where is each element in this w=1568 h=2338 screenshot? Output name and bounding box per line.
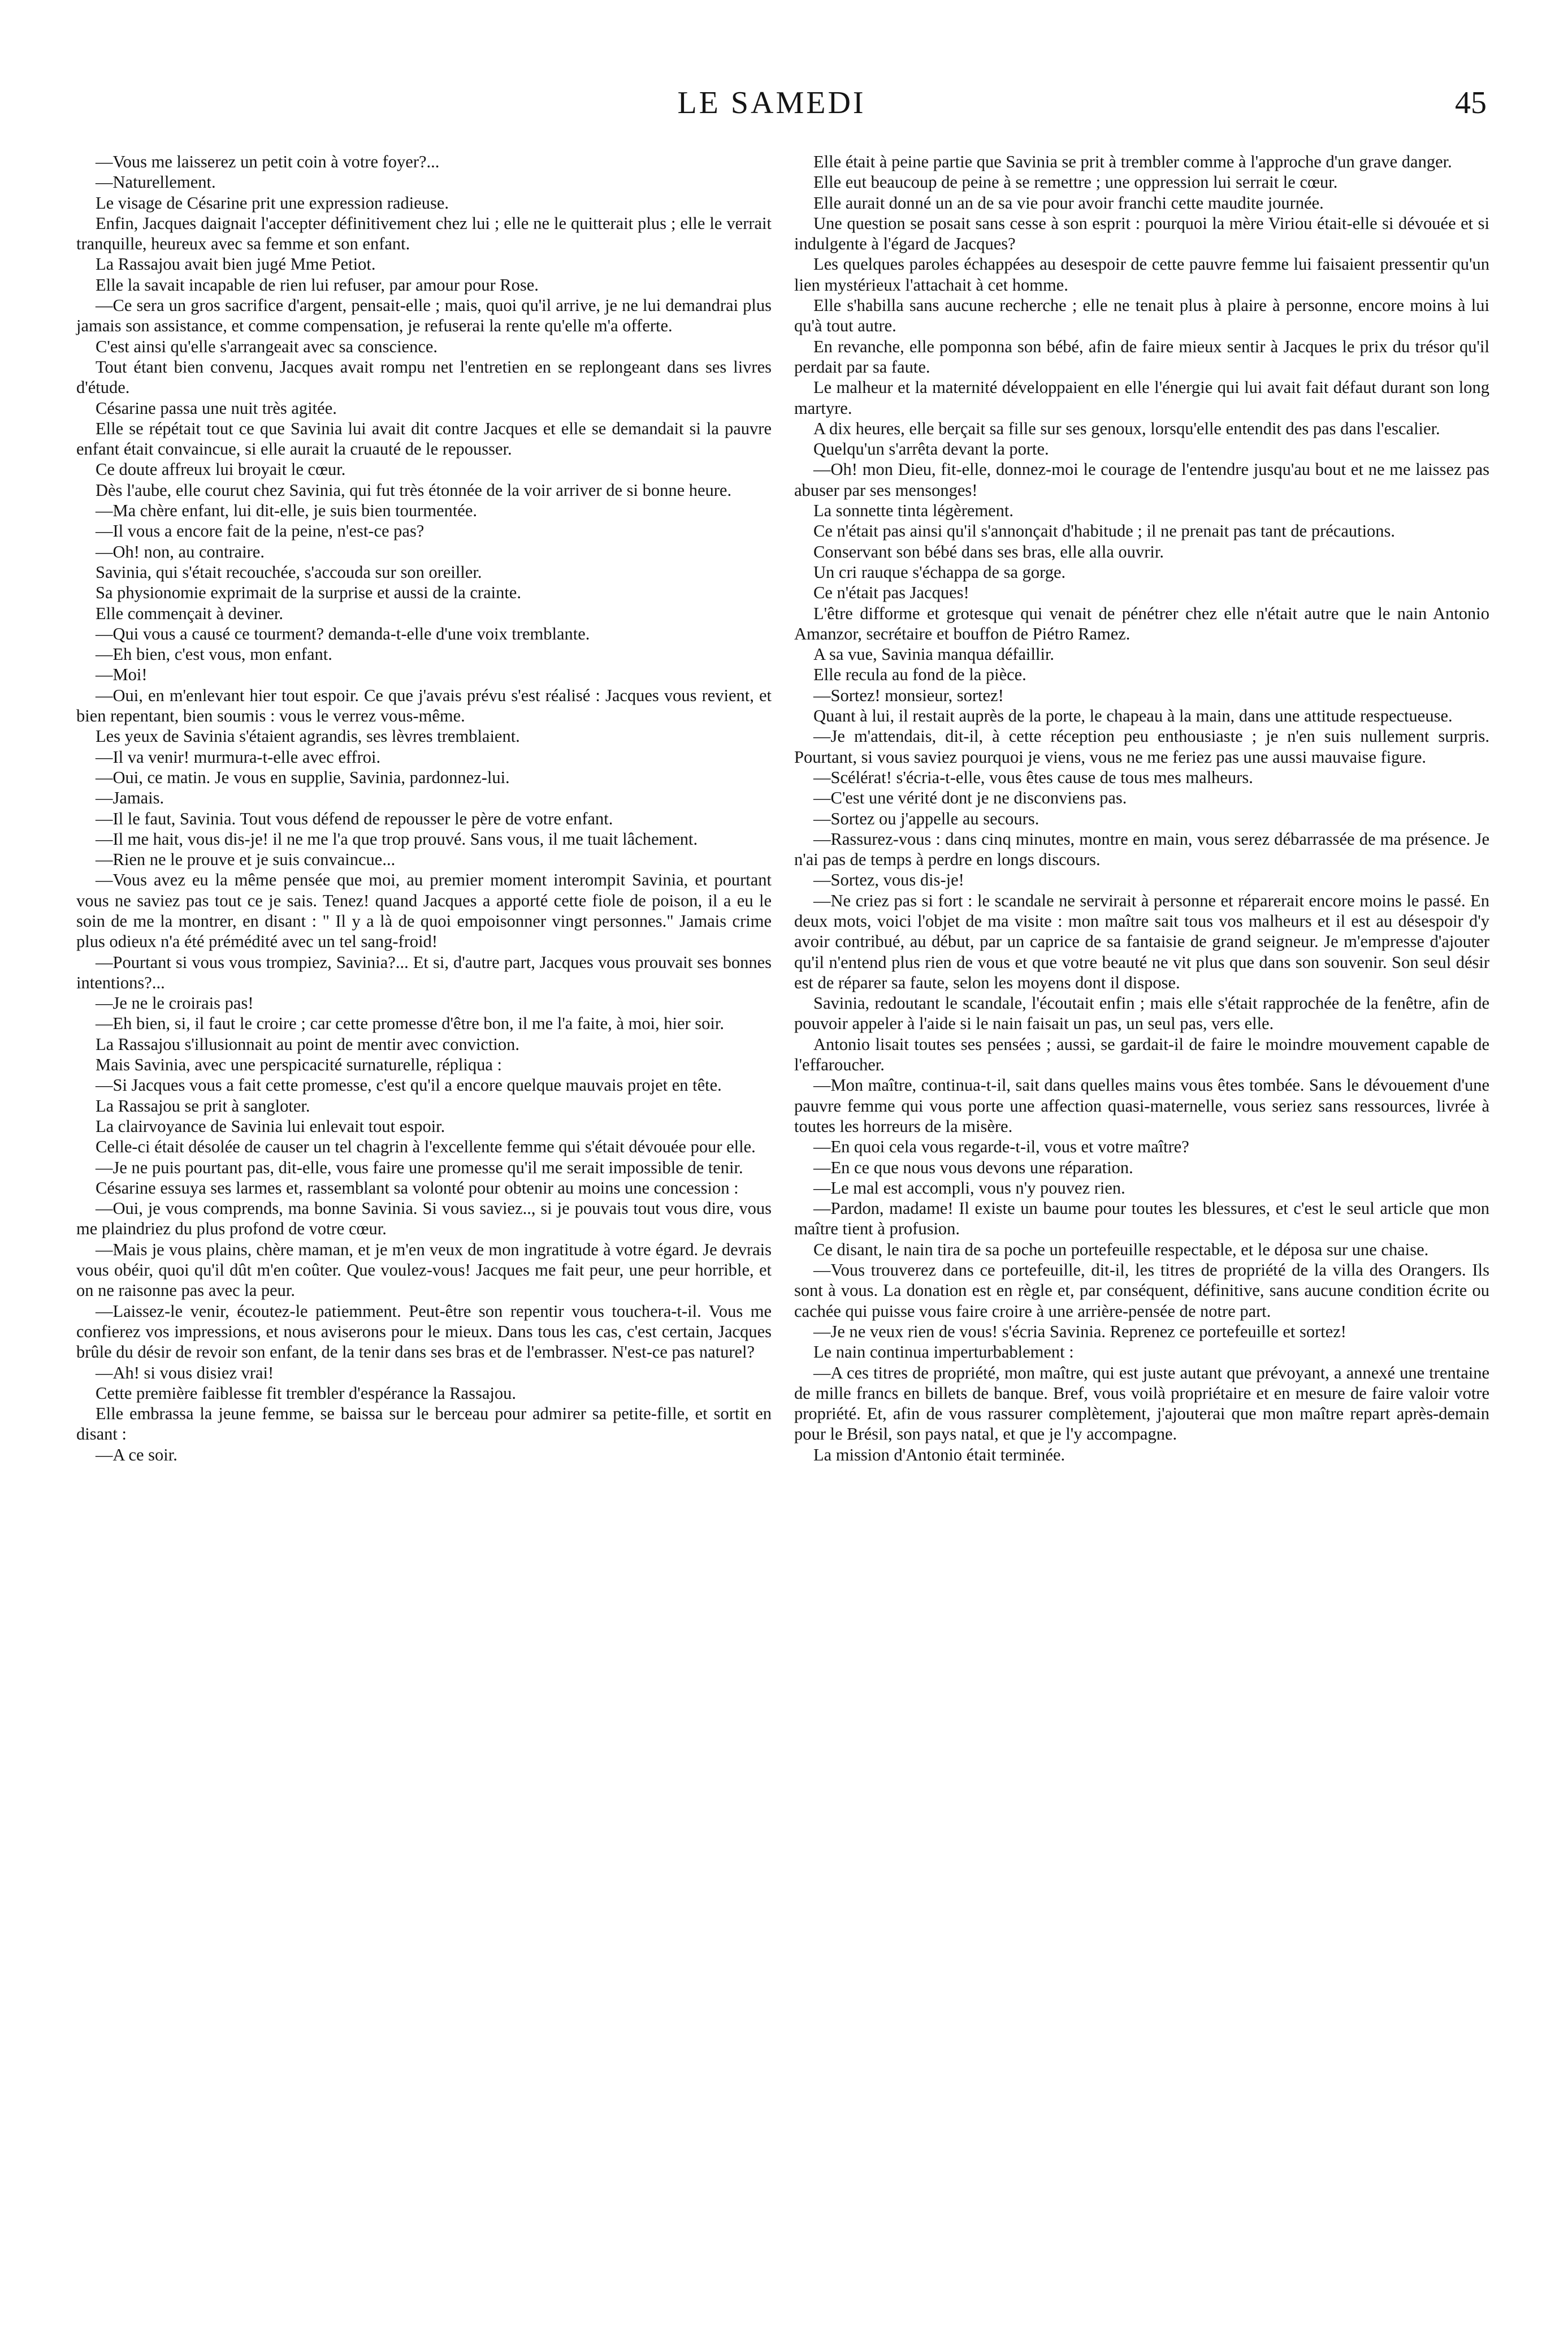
paragraph: —Jamais.	[96, 788, 164, 808]
paragraph: —Eh bien, si, il faut le croire ; car cette promesse d'être bon, il me l'a faite, à moi, hier soir.	[96, 1014, 724, 1034]
paragraph: C'est ainsi qu'elle s'arrangeait avec sa conscience.	[96, 336, 438, 356]
paragraph: Dès l'aube, elle courut chez Savinia, qui fut très étonnée de la voir arriver de si bonne heure.	[96, 480, 732, 500]
paragraph: —Vous me laisserez un petit coin à votre foyer?...	[96, 152, 440, 171]
paragraph: Celle-ci était désolée de causer un tel chagrin à l'excellente femme qui s'était dévouée pour elle.	[96, 1137, 756, 1157]
paragraph: Mais Savinia, avec une perspicacité surnaturelle, répliqua :	[96, 1055, 503, 1075]
paragraph: Quelqu'un s'arrêta devant la porte.	[813, 439, 1049, 459]
paragraph: Ce disant, le nain tira de sa poche un portefeuille respectable, et le déposa sur une chaise.	[813, 1239, 1429, 1259]
paragraph: —Naturellement.	[96, 172, 216, 192]
paragraph: Ce n'était pas Jacques!	[813, 583, 969, 603]
paragraph: La mission d'Antonio était terminée.	[813, 1445, 1065, 1464]
paragraph: La Rassajou se prit à sangloter.	[96, 1096, 310, 1116]
paragraph: Une question se posait sans cesse à son esprit : pourquoi la mère Viriou était-elle si dévouée et si indulgente à l'égard de Jacques?	[794, 213, 1489, 254]
paragraph: Elle se répétait tout ce que Savinia lui avait dit contre Jacques et elle se demandait si la pauvre enfant était convaincue, si elle aurait la cruauté de le repousser.	[76, 418, 772, 459]
paragraph: —Si Jacques vous a fait cette promesse, c'est qu'il a encore quelque mauvais projet en tête.	[96, 1075, 722, 1095]
paragraph: Sa physionomie exprimait de la surprise et aussi de la crainte.	[96, 583, 521, 603]
paragraph: Césarine passa une nuit très agitée.	[96, 398, 337, 418]
paragraph: Césarine essuya ses larmes et, rassemblant sa volonté pour obtenir au moins une concession :	[96, 1178, 739, 1198]
paragraph: —Oh! mon Dieu, fit-elle, donnez-moi le courage de l'entendre jusqu'au bout et ne me laissez pas abuser par ses mensonges!	[794, 460, 1489, 500]
right-text-column	[794, 152, 1489, 1465]
paragraph: —Pourtant si vous vous trompiez, Savinia?... Et si, d'autre part, Jacques vous prouvait ses bonnes intentions?...	[76, 952, 772, 992]
paragraph: —Scélérat! s'écria-t-elle, vous êtes cause de tous mes malheurs.	[813, 767, 1253, 787]
paragraph: —Rassurez-vous : dans cinq minutes, montre en main, vous serez débarrassée de ma présence. Je n'ai pas de temps à perdre en longs discours.	[794, 829, 1489, 870]
paragraph: —Laissez-le venir, écoutez-le patiemment. Peut-être son repentir vous touchera-t-il. Vous me confierez vos impressions, et nous aviserons pour le mieux. Dans tous les cas, c'est certain, Jacques brûle du désir de revoir son enfant, de la tenir dans ses bras et de l'embrasser. N'est-ce pas naturel?	[76, 1301, 772, 1362]
paragraph: —Moi!	[96, 665, 148, 685]
page-header	[57, 85, 1487, 136]
paragraph: Savinia, qui s'était recouchée, s'accouda sur son oreiller.	[96, 562, 482, 582]
page-number: 45	[1455, 85, 1487, 120]
paragraph: —Je m'attendais, dit-il, à cette réception peu enthousiaste ; je n'en suis nullement surpris. Pourtant, si vous saviez pourquoi je viens, vous ne me feriez pas une aussi mauvaise figure.	[794, 727, 1489, 767]
paragraph: Tout étant bien convenu, Jacques avait rompu net l'entretien en se replongeant dans ses livres d'étude.	[76, 357, 772, 397]
paragraph: —Vous trouverez dans ce portefeuille, dit-il, les titres de propriété de la villa des Orangers. Ils sont à vous. La donation est en règle et, par conséquent, définitive, sans aucune condition écrite ou cachée qui puisse vous faire croire à une arrière-pensée de notre part.	[794, 1260, 1489, 1321]
paragraph: —Il vous a encore fait de la peine, n'est-ce pas?	[96, 521, 425, 541]
paragraph: Elle était à peine partie que Savinia se prit à trembler comme à l'approche d'un grave danger.	[813, 152, 1452, 171]
paragraph: A dix heures, elle berçait sa fille sur ses genoux, lorsqu'elle entendit des pas dans l'escalier.	[813, 418, 1440, 438]
paragraph: Enfin, Jacques daignait l'accepter définitivement chez lui ; elle ne le quitterait plus ; elle le verrait tranquille, heureux avec sa femme et son enfant.	[76, 213, 772, 254]
paragraph: —Oh! non, au contraire.	[96, 542, 265, 561]
paragraph: —Mon maître, continua-t-il, sait dans quelles mains vous êtes tombée. Sans le dévouement d'une pauvre femme qui vous porte une affection quasi-maternelle, vous seriez sans ressources, livrée à toutes les horreurs de la misère.	[794, 1075, 1489, 1136]
paragraph: —Pardon, madame! Il existe un baume pour toutes les blessures, et c'est le seul article que mon maître tient à profusion.	[794, 1199, 1489, 1239]
paragraph: Le malheur et la maternité développaient en elle l'énergie qui lui avait fait défaut durant son long martyre.	[794, 378, 1489, 418]
paragraph: Elle embrassa la jeune femme, se baissa sur le berceau pour admirer sa petite-fille, et sortit en disant :	[76, 1404, 772, 1444]
paragraph: Un cri rauque s'échappa de sa gorge.	[813, 562, 1066, 582]
paragraph: —Rien ne le prouve et je suis convaincue...	[96, 850, 396, 870]
paragraph: Elle s'habilla sans aucune recherche ; elle ne tenait plus à plaire à personne, encore moins à lui qu'à tout autre.	[794, 296, 1489, 336]
paragraph: —C'est une vérité dont je ne disconviens pas.	[813, 788, 1127, 808]
paragraph: Elle recula au fond de la pièce.	[813, 665, 1026, 685]
paragraph: —Ma chère enfant, lui dit-elle, je suis bien tourmentée.	[96, 501, 478, 521]
paragraph: Conservant son bébé dans ses bras, elle alla ouvrir.	[813, 542, 1164, 561]
paragraph: —Mais je vous plains, chère maman, et je m'en veux de mon ingratitude à votre égard. Je devrais vous obéir, quoi qu'il dût m'en coûter. Que voulez-vous! Jacques me fait peur, une peur horrible, et on ne raisonne pas avec la peur.	[76, 1239, 772, 1300]
paragraph: —Sortez! monsieur, sortez!	[813, 685, 1004, 705]
paragraph: —Oui, je vous comprends, ma bonne Savinia. Si vous saviez.., si je pouvais tout vous dire, vous me plaindriez du plus profond de votre cœur.	[76, 1199, 772, 1239]
paragraph: —Je ne le croirais pas!	[96, 993, 254, 1013]
paragraph: —Le mal est accompli, vous n'y pouvez rien.	[813, 1178, 1125, 1198]
paragraph: La Rassajou s'illusionnait au point de mentir avec conviction.	[96, 1034, 520, 1054]
paragraph: —Oui, en m'enlevant hier tout espoir. Ce que j'avais prévu s'est réalisé : Jacques vous revient, et bien repentant, bien soumis : vous le verrez vous-même.	[76, 685, 772, 726]
newspaper-title: LE SAMEDI	[677, 85, 866, 120]
paragraph: —Qui vous a causé ce tourment? demanda-t-elle d'une voix tremblante.	[96, 624, 590, 643]
paragraph: Antonio lisait toutes ses pensées ; aussi, se gardait-il de faire le moindre mouvement capable de l'effaroucher.	[794, 1034, 1489, 1075]
paragraph: Elle la savait incapable de rien lui refuser, par amour pour Rose.	[96, 275, 539, 295]
paragraph: Le visage de Césarine prit une expression radieuse.	[96, 193, 449, 213]
paragraph: —Eh bien, c'est vous, mon enfant.	[96, 645, 332, 664]
paragraph: A sa vue, Savinia manqua défaillir.	[813, 645, 1055, 664]
paragraph: En revanche, elle pomponna son bébé, afin de faire mieux sentir à Jacques le prix du trésor qu'il perdait par sa faute.	[794, 336, 1489, 377]
paragraph: —Il va venir! murmura-t-elle avec effroi.	[96, 747, 381, 767]
paragraph: Quant à lui, il restait auprès de la porte, le chapeau à la main, dans une attitude respectueuse.	[813, 706, 1453, 726]
paragraph: —Il le faut, Savinia. Tout vous défend de repousser le père de votre enfant.	[96, 809, 613, 828]
paragraph: La clairvoyance de Savinia lui enlevait tout espoir.	[96, 1116, 445, 1136]
paragraph: —A ce soir.	[96, 1445, 177, 1464]
paragraph: Les quelques paroles échappées au desespoir de cette pauvre femme lui faisaient pressentir qu'un lien mystérieux l'attachait à cet homme.	[794, 254, 1489, 295]
paragraph: —En ce que nous vous devons une réparation.	[813, 1157, 1133, 1177]
paragraph: Cette première faiblesse fit trembler d'espérance la Rassajou.	[96, 1383, 516, 1403]
paragraph: Ce doute affreux lui broyait le cœur.	[96, 460, 346, 479]
paragraph: —Sortez, vous dis-je!	[813, 870, 964, 890]
paragraph: —A ces titres de propriété, mon maître, qui est juste autant que prévoyant, a annexé une trentaine de mille francs en billets de banque. Bref, vous voilà propriétaire et en mesure de faire valoir votre propriété. Et, afin de vous rassurer complètement, j'ajouterai que mon maître repart après-demain pour le Brésil, son pays natal, et que je l'y accompagne.	[794, 1363, 1489, 1444]
paragraph: Les yeux de Savinia s'étaient agrandis, ses lèvres tremblaient.	[96, 727, 520, 746]
paragraph: La sonnette tinta légèrement.	[813, 501, 1013, 521]
paragraph: Elle aurait donné un an de sa vie pour avoir franchi cette maudite journée.	[813, 193, 1324, 213]
paragraph: La Rassajou avait bien jugé Mme Petiot.	[96, 254, 376, 274]
paragraph: L'être difforme et grotesque qui venait de pénétrer chez elle n'était autre que le nain Antonio Amanzor, secrétaire et bouffon de Piétro Ramez.	[794, 603, 1489, 643]
paragraph: —Je ne veux rien de vous! s'écria Savinia. Reprenez ce portefeuille et sortez!	[813, 1321, 1346, 1341]
paragraph: —Ah! si vous disiez vrai!	[96, 1363, 274, 1382]
paragraph: —Il me hait, vous dis-je! il ne me l'a que trop prouvé. Sans vous, il me tuait lâchement.	[96, 829, 698, 849]
paragraph: Le nain continua imperturbablement :	[813, 1342, 1074, 1362]
paragraph: —Je ne puis pourtant pas, dit-elle, vous faire une promesse qu'il me serait impossible de tenir.	[96, 1157, 743, 1177]
left-text-column	[76, 152, 772, 1465]
paragraph: —Vous avez eu la même pensée que moi, au premier moment interompit Savinia, et pourtant vous ne saviez pas tout ce je sais. Tenez! quand Jacques a apporté cette fiole de poison, il a eu le soin de me la montrer, en disant : " Il y a là de quoi empoisonner vingt personnes." Jamais crime plus odieux n'a été prémédité avec un tel sang-froid!	[76, 870, 772, 952]
paragraph: —Ne criez pas si fort : le scandale ne servirait à personne et réparerait encore moins le passé. En deux mots, voici l'objet de ma visite : mon maître sait tous vos malheurs et il est au désespoir d'y avoir contribué, au début, par un caprice de sa fantaisie de grand seigneur. Je m'empresse d'ajouter qu'il n'entend plus rien de vous et que votre beauté ne vit plus que dans son souvenir. Son seul désir est de réparer sa faute, selon les moyens dont il dispose.	[794, 891, 1489, 992]
paragraph: —Sortez ou j'appelle au secours.	[813, 809, 1039, 828]
paragraph: Elle commençait à deviner.	[96, 603, 283, 623]
paragraph: —Oui, ce matin. Je vous en supplie, Savinia, pardonnez-lui.	[96, 767, 510, 787]
paragraph: —En quoi cela vous regarde-t-il, vous et votre maître?	[813, 1137, 1189, 1157]
paragraph: Savinia, redoutant le scandale, l'écoutait enfin ; mais elle s'était rapprochée de la fenêtre, afin de pouvoir appeler à l'aide si le nain faisait un pas, un seul pas, vers elle.	[794, 993, 1489, 1034]
paragraph: Elle eut beaucoup de peine à se remettre ; une oppression lui serrait le cœur.	[813, 172, 1338, 192]
paragraph: —Ce sera un gros sacrifice d'argent, pensait-elle ; mais, quoi qu'il arrive, je ne lui demandrai plus jamais son assistance, et comme compensation, je refuserai la rente qu'elle m'a offerte.	[76, 296, 772, 336]
paragraph: Ce n'était pas ainsi qu'il s'annonçait d'habitude ; il ne prenait pas tant de précautions.	[813, 521, 1396, 541]
